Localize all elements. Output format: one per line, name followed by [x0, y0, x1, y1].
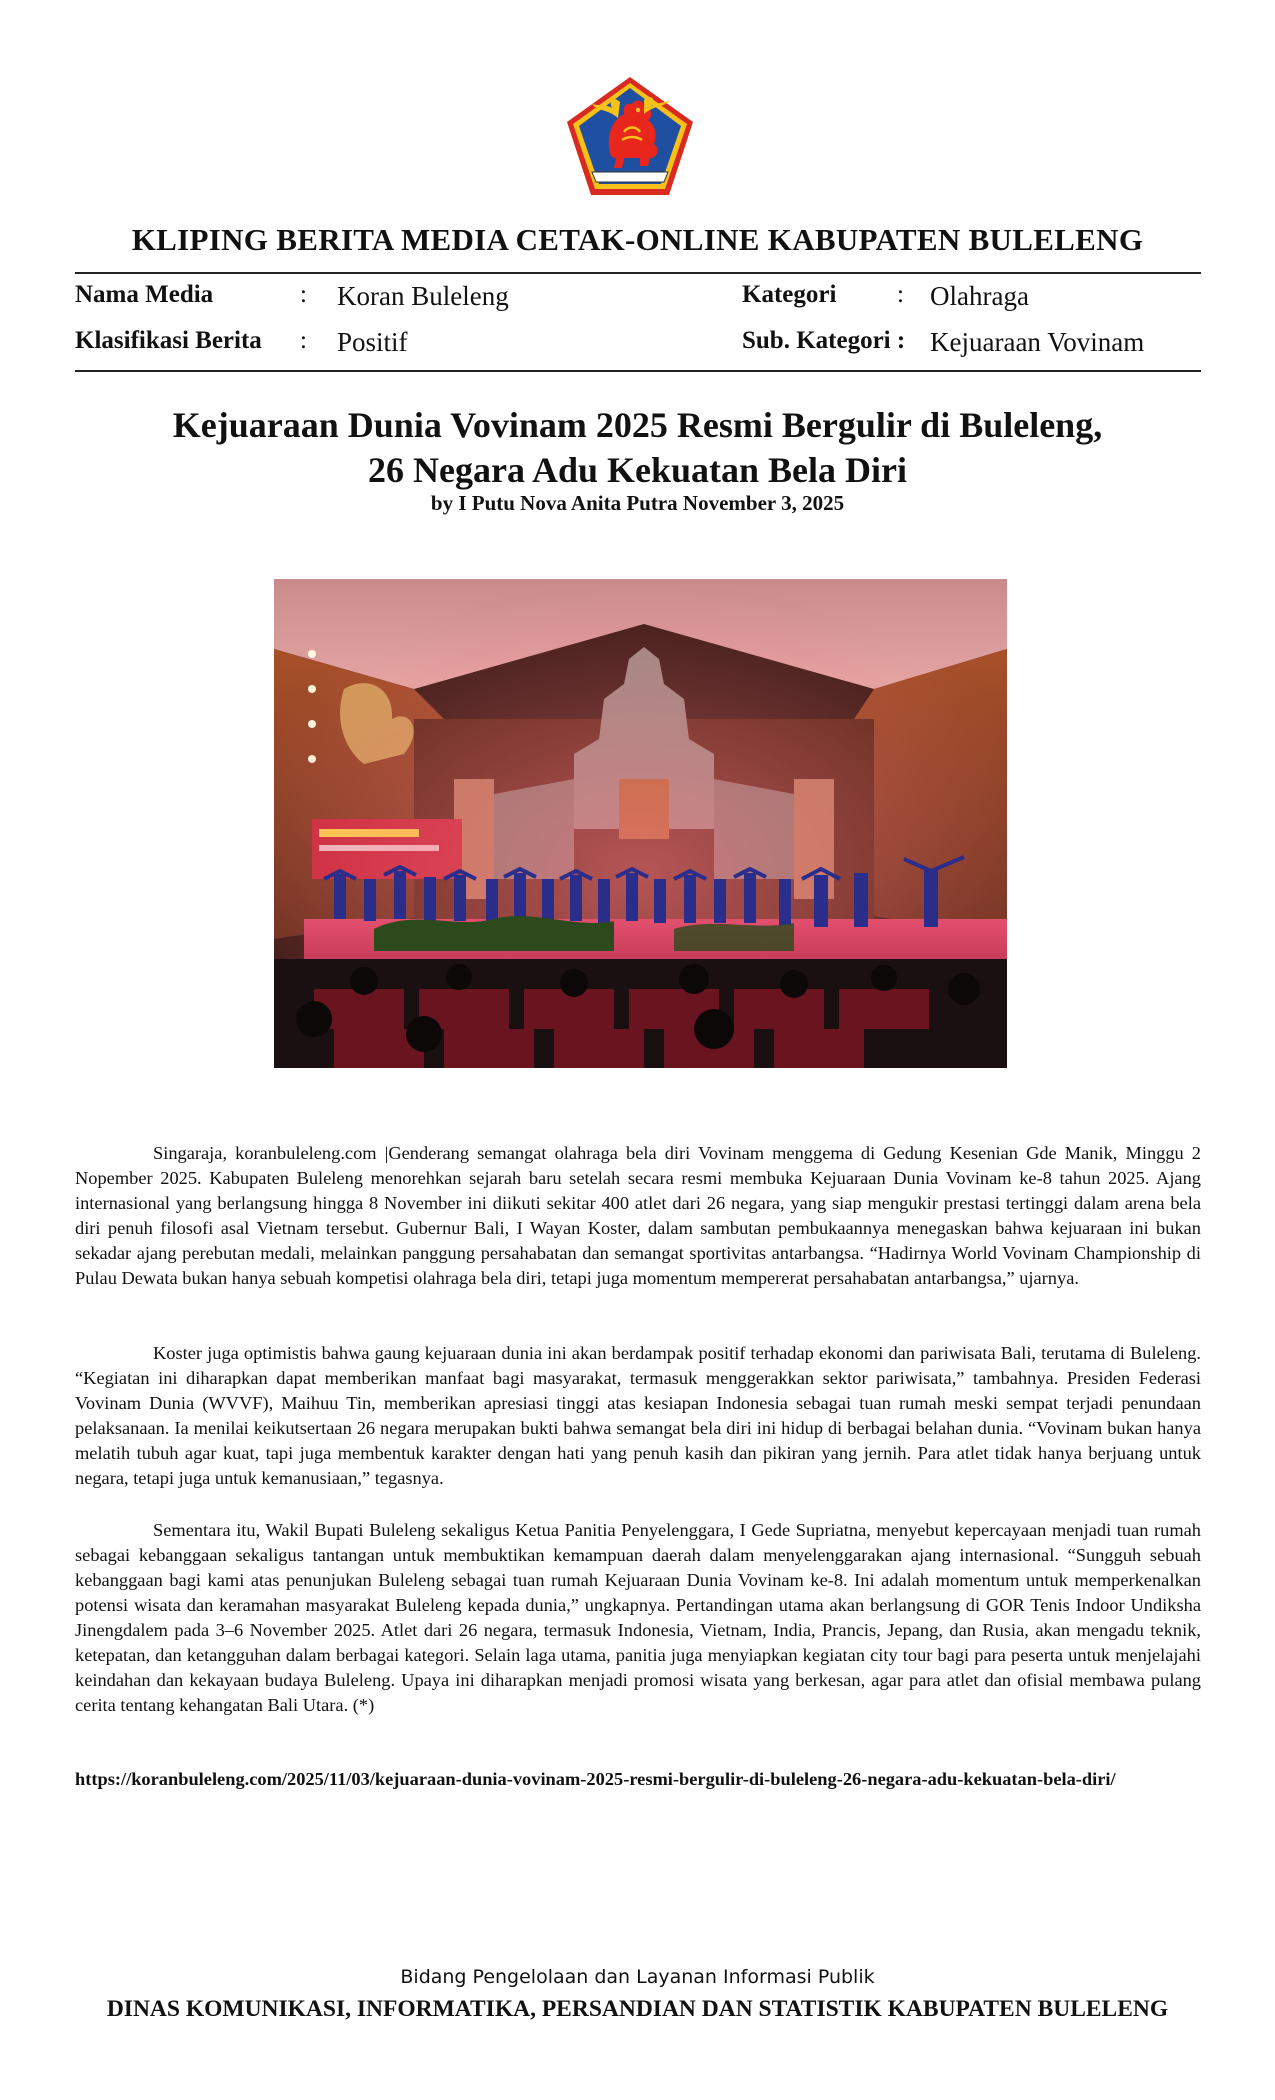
- clipping-header-title: KLIPING BERITA MEDIA CETAK-ONLINE KABUPATEN BULELENG: [131, 222, 1144, 257]
- classification-label: Klasifikasi Berita: [75, 327, 262, 354]
- category-label: Kategori: [742, 281, 837, 308]
- singa-ambara-raja-crest-icon: [562, 74, 698, 200]
- kabupaten-buleleng-logo: [562, 74, 698, 200]
- media-name-colon: :: [300, 281, 307, 308]
- article-headline-line-2: 26 Negara Adu Kekuatan Bela Diri: [367, 450, 907, 490]
- article-headline-line-1: Kejuaraan Dunia Vovinam 2025 Resmi Bergulir di Buleleng,: [172, 405, 1103, 445]
- header-divider-top: [75, 272, 1201, 274]
- classification-value: Positif: [337, 327, 408, 357]
- article-paragraph-2-text: Koster juga optimistis bahwa gaung kejuaraan dunia ini akan berdampak positif terhadap ekonomi dan pariwisata Bali, terutama di Buleleng. “Kegiatan ini diharapkan dapat memberikan manfaat bagi masyarakat, termasuk menggerakkan sektor pariwisata,” tambahnya. Presiden Federasi Vovinam Dunia (WVVF), Maihuu Tin, memberikan apresiasi tinggi atas kesiapan Indonesia sebagai tuan rumah meski sempat terjadi penundaan pelaksanaan. Ia menilai keikutsertaan 26 negara merupakan bukti bahwa semangat bela diri ini hidup di berbagai belahan dunia. “Vovinam bukan hanya melatih tubuh agar kuat, tapi juga membentuk karakter dengan hati yang penuh kasih dan pikiran yang jernih. Para atlet tidak hanya berjuang untuk negara, tetapi juga untuk kemanusiaan,” tegasnya.: [75, 1343, 1201, 1488]
- source-url-link[interactable]: https://koranbuleleng.com/2025/11/03/kejuaraan-dunia-vovinam-2025-resmi-bergulir-di-buleleng-26-negara-adu-kekuatan-bela-diri/: [75, 1769, 1116, 1789]
- article-paragraph-2: [75, 1341, 1201, 1491]
- sub-category-value: Kejuaraan Vovinam: [930, 327, 1145, 357]
- media-name-label: Nama Media: [75, 281, 214, 308]
- category-value: Olahraga: [930, 281, 1029, 311]
- article-paragraph-3-text: Sementara itu, Wakil Bupati Buleleng sekaligus Ketua Panitia Penyelenggara, I Gede Supriatna, menyebut kepercayaan menjadi tuan rumah sebagai kebanggaan sekaligus tantangan untuk membuktikan kemampuan daerah dalam menyelenggarakan ajang internasional. “Sungguh sebuah kebanggaan bagi kami atas penunjukan Buleleng sebagai tuan rumah Kejuaraan Dunia Vovinam ke-8. Ini adalah momentum untuk memperkenalkan potensi wisata dan keramahan masyarakat Buleleng kepada dunia,” ungkapnya. Pertandingan utama akan berlangsung di GOR Tenis Indoor Undiksha Jinengdalem pada 3–6 November 2025. Atlet dari 26 negara, termasuk Indonesia, Vietnam, India, Prancis, Jepang, dan Rusia, akan mengadu teknik, ketepatan, dan ketangguhan dalam berbagai kategori. Selain laga utama, panitia juga menyiapkan kegiatan city tour bagi para peserta untuk menjelajahi keindahan dan kekayaan budaya Buleleng. Upaya ini diharapkan menjadi promosi wisata yang berkesan, agar para atlet dan ofisial membawa pulang cerita tentang kehangatan Bali Utara. (*): [75, 1520, 1201, 1715]
- opening-ceremony-stage-photo: [274, 579, 1007, 1068]
- footer-agency: DINAS KOMUNIKASI, INFORMATIKA, PERSANDIAN DAN STATISTIK KABUPATEN BULELENG: [106, 1996, 1169, 2022]
- header-divider-bottom: [75, 370, 1201, 372]
- article-paragraph-1-text: Singaraja, koranbuleleng.com |Genderang semangat olahraga bela diri Vovinam menggema di Gedung Kesenian Gde Manik, Minggu 2 Nopember 2025. Kabupaten Buleleng menorehkan sejarah baru setelah secara resmi membuka Kejuaraan Dunia Vovinam ke-8 tahun 2025. Ajang internasional yang berlangsung hingga 8 November ini diikuti sekitar 400 atlet dari 26 negara, yang siap mengukir prestasi tertinggi dalam arena bela diri penuh filosofi asal Vietnam tersebut. Gubernur Bali, I Wayan Koster, dalam sambutan pembukaannya menegaskan bahwa kejuaraan ini bukan sekadar ajang perebutan medali, melainkan panggung persahabatan dan semangat sportivitas antarbangsa. “Hadirnya World Vovinam Championship di Pulau Dewata bukan hanya sebuah kompetisi olahraga bela diri, tetapi juga momentum mempererat persahabatan antarbangsa,” ujarnya.: [75, 1143, 1201, 1288]
- classification-colon: :: [300, 327, 307, 354]
- media-name-value: Koran Buleleng: [337, 281, 509, 311]
- footer-department: Bidang Pengelolaan dan Layanan Informasi Publik: [400, 1966, 875, 1988]
- article-paragraph-3: [75, 1518, 1201, 1718]
- article-paragraph-1: [75, 1141, 1201, 1291]
- category-colon: :: [897, 281, 904, 308]
- article-byline: by I Putu Nova Anita Putra November 3, 2025: [430, 491, 845, 515]
- sub-category-label: Sub. Kategori :: [742, 327, 906, 354]
